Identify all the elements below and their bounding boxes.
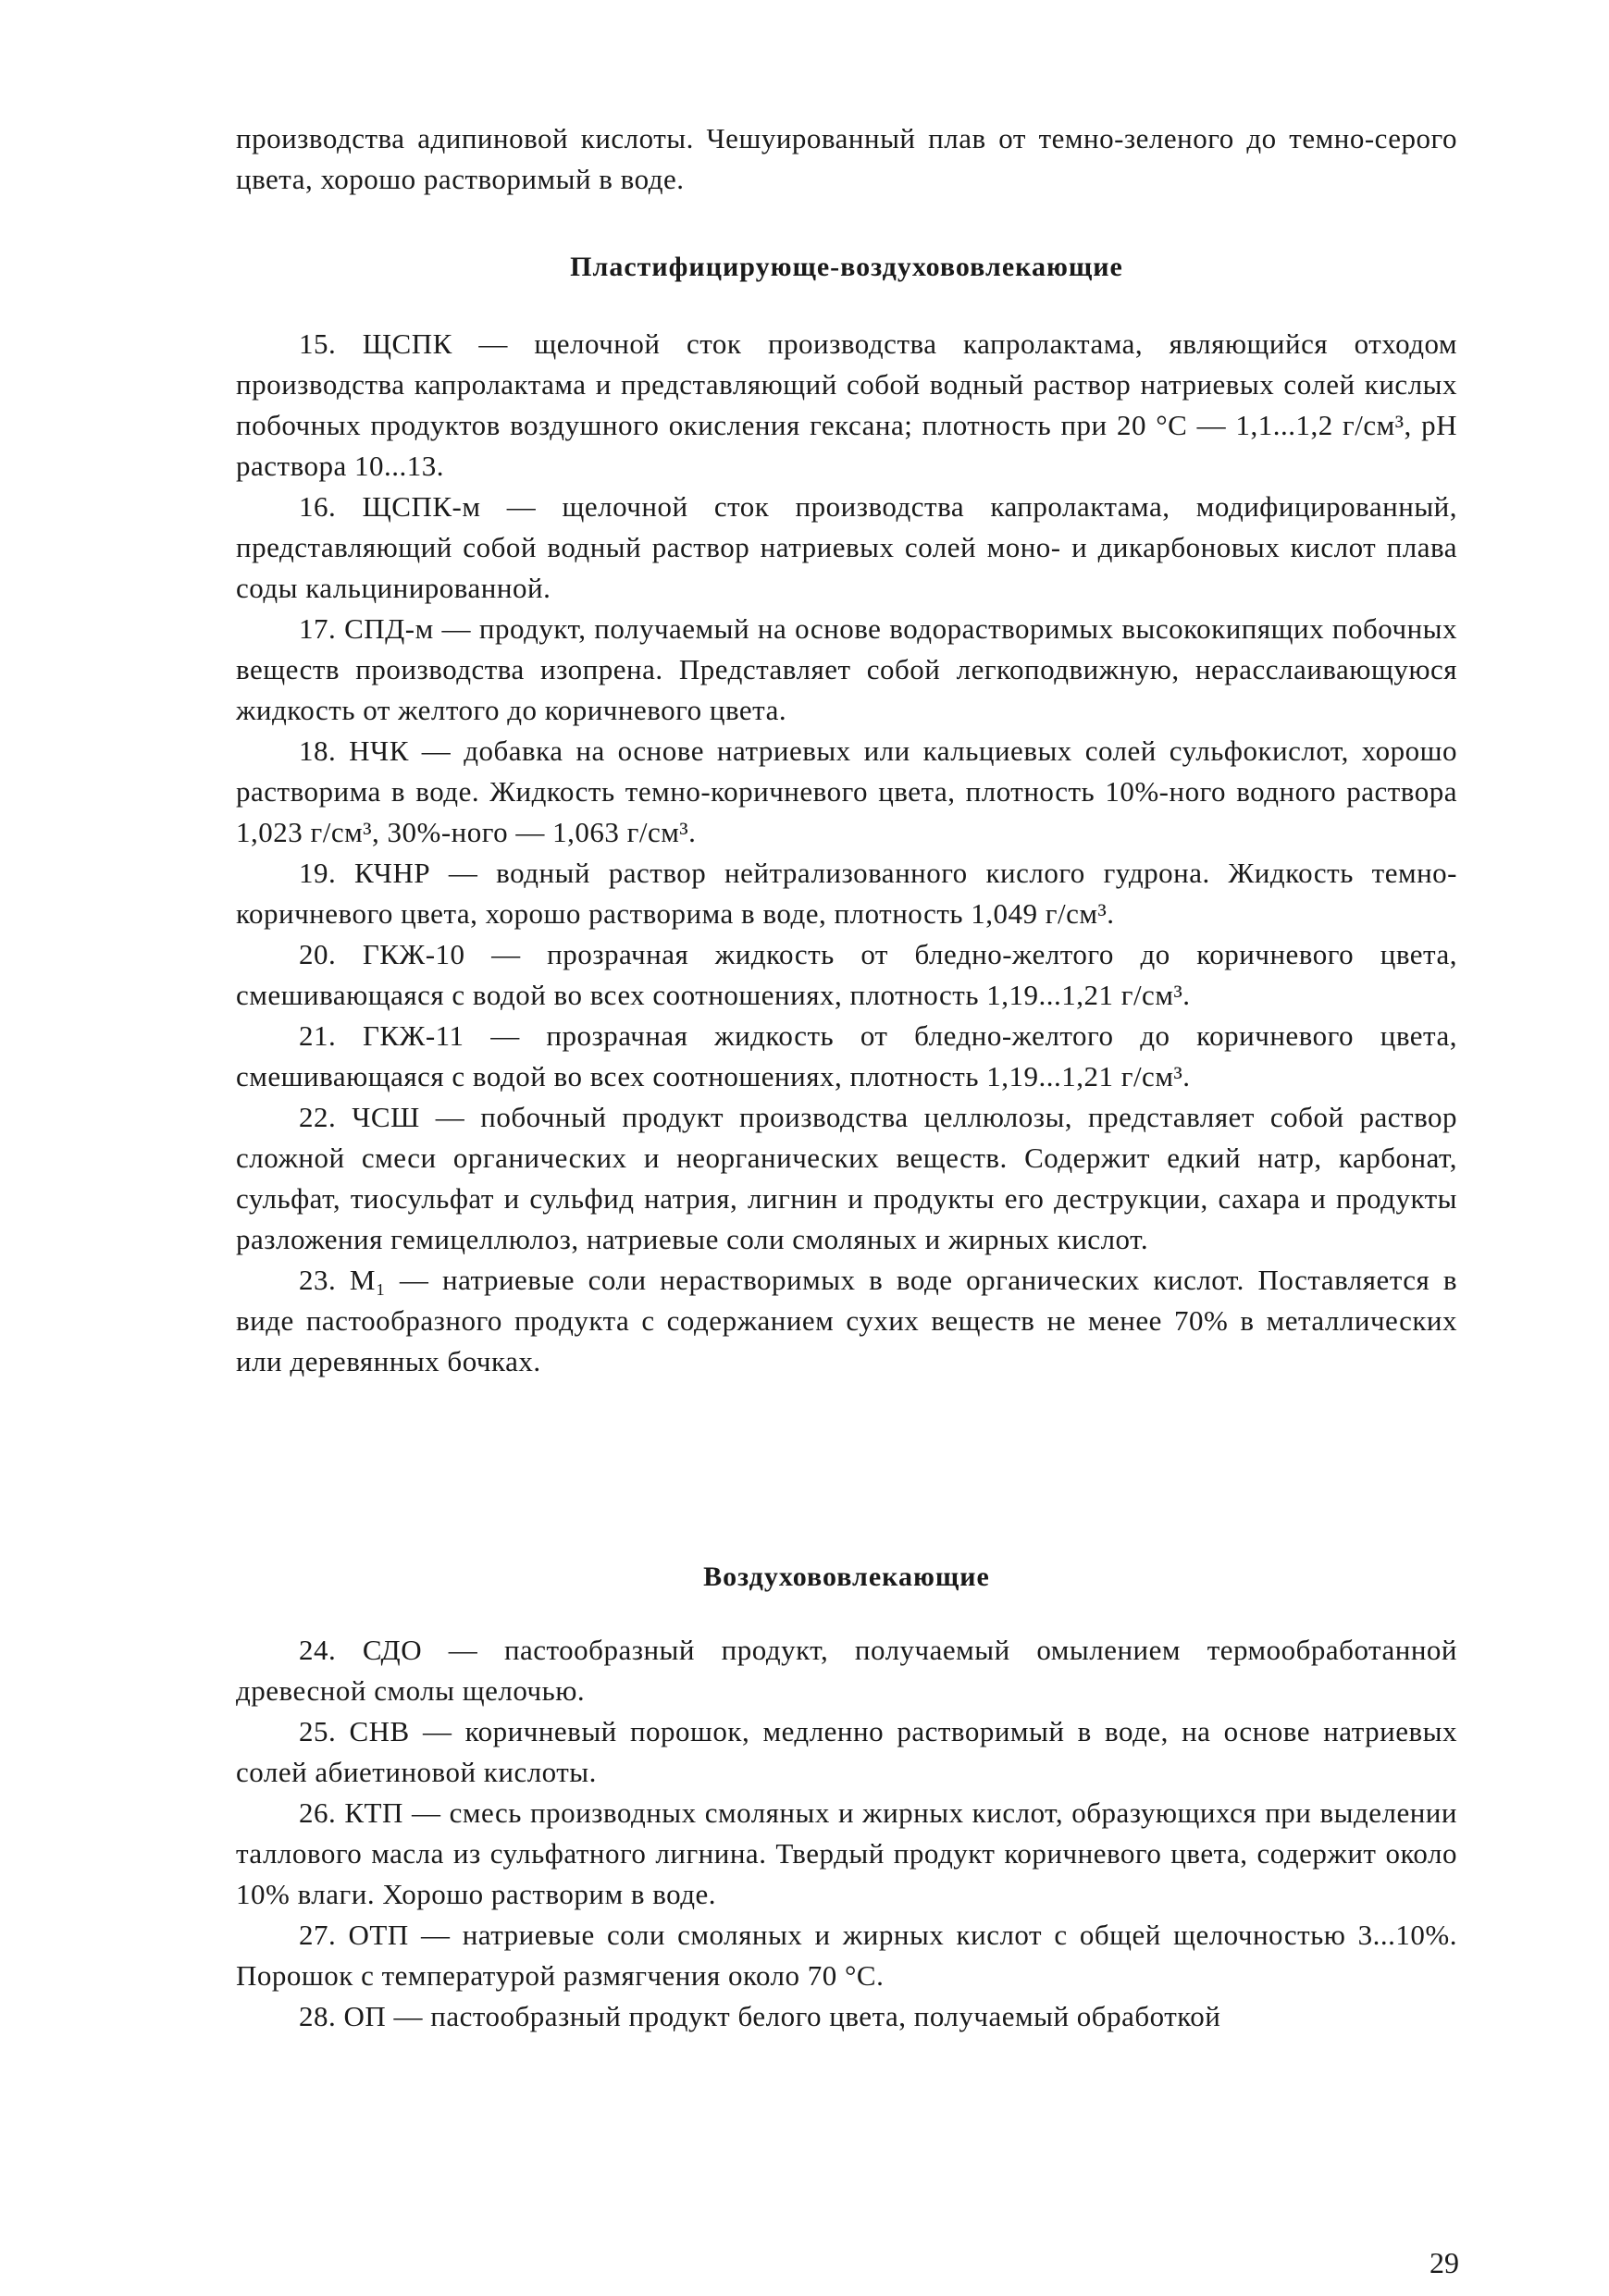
section-heading-plasticizing: Пластифицирующе-воздухововлекающие [570, 252, 1123, 282]
list-item: 19. КЧНР — водный раствор нейтрализованного кислого гудрона. Жидкость темно-коричневого цвета, хорошо растворима в воде, плотность 1,049 г/см³. [236, 857, 1457, 930]
list-item: 20. ГКЖ-10 — прозрачная жидкость от бледно-желтого до коричневого цвета, смешивающаяся с водой во всех соотношениях, плотность 1,19...1,21 г/см³. [236, 938, 1457, 1011]
section1-items [236, 324, 1457, 1382]
list-item: 27. ОТП — натриевые соли смоляных и жирных кислот с общей щелочностью 3...10%. Порошок с температурой размягчения около 70 °С. [236, 1919, 1457, 1992]
section2-items [236, 1630, 1457, 2037]
intro-block [236, 118, 1457, 200]
list-item: 22. ЧСШ — побочный продукт производства целлюлозы, представляет собой раствор сложной смеси органических и неорганических веществ. Содержит едкий натр, карбонат, сульфат, тиосульфат и сульфид натрия, лигнин и продукты его деструкции, сахара и продукты разложения гемицеллюлоз, натриевые соли смоляных и жирных кислот. [236, 1101, 1457, 1255]
page-number: 29 [1430, 2246, 1459, 2279]
list-item: 24. СДО — пастообразный продукт, получаемый омылением термообработанной древесной смолы щелочью. [236, 1634, 1457, 1707]
list-item: 16. ЩСПК-м — щелочной сток производства капролактама, модифицированный, представляющий собой водный раствор натриевых солей моно- и дикарбоновых кислот плава соды кальцинированной. [236, 490, 1457, 604]
list-item: 21. ГКЖ-11 — прозрачная жидкость от бледно-желтого до коричневого цвета, смешивающаяся с водой во всех соотношениях, плотность 1,19...1,21 г/см³. [236, 1019, 1457, 1092]
intro-paragraph: производства адипиновой кислоты. Чешуированный плав от темно-зеленого до темно-серого цвета, хорошо растворимый в воде. [236, 122, 1457, 195]
list-item: 28. ОП — пастообразный продукт белого цвета, получаемый обработкой [299, 2000, 1221, 2032]
list-item: 26. КТП — смесь производных смоляных и жирных кислот, образующихся при выделении таллового масла из сульфатного лигнина. Твердый продукт коричневого цвета, содержит около 10% влаги. Хорошо растворим в воде. [236, 1796, 1457, 1910]
list-item: 15. ЩСПК — щелочной сток производства капролактама, являющийся отходом производства капролактама и представляющий собой водный раствор натриевых солей кислых побочных продуктов воздушного окисления гексана; плотность при 20 °С — 1,1...1,2 г/см³, pH раствора 10...13. [236, 327, 1457, 482]
list-item: 25. СНВ — коричневый порошок, медленно растворимый в воде, на основе натриевых солей абиетиновой кислоты. [236, 1715, 1457, 1788]
list-item: 23. М₁ — натриевые соли нерастворимых в воде органических кислот. Поставляется в виде пастообразного продукта с содержанием сухих веществ не менее 70% в металлических или деревянных бочках. [236, 1264, 1457, 1377]
list-item: 18. НЧК — добавка на основе натриевых или кальциевых солей сульфокислот, хорошо растворима в воде. Жидкость темно-коричневого цвета, плотность 10%-ного водного раствора 1,023 г/см³, 30%-ного — 1,063 г/см³. [236, 734, 1457, 848]
list-item: 17. СПД-м — продукт, получаемый на основе водорастворимых высококипящих побочных веществ производства изопрена. Представляет собой легкоподвижную, нерасслаивающуюся жидкость от желтого до коричневого цвета. [236, 612, 1457, 726]
section-heading-air-entraining: Воздухововлекающие [703, 1562, 990, 1592]
